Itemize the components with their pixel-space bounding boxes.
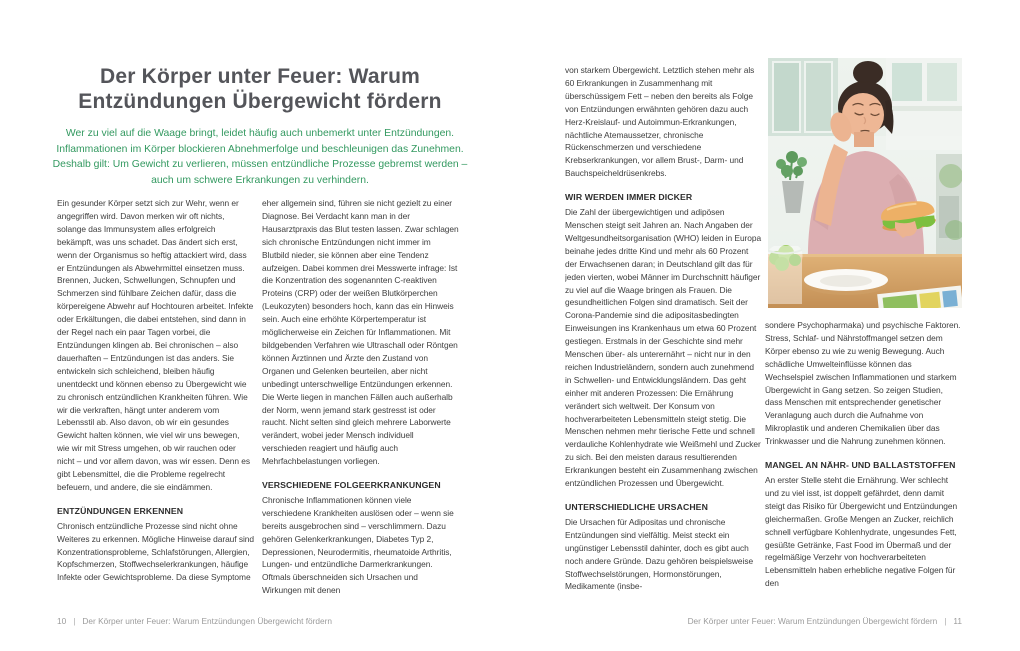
salad-bowl-icon <box>768 245 803 304</box>
left-page-column-2 <box>262 197 459 617</box>
body-paragraph: Die Ursachen für Adipositas und chronische Entzündungen sind vielfältig. Meist steckt ein ungünstiger Lebensstil dahinter, doch es gibt auch noch andere Gründe. Dazu gehören beispielsweise Stoffwechselstörungen, Hormonstörungen, Medikamente (insbe- <box>565 516 754 592</box>
body-paragraph: Ein gesunder Körper setzt sich zur Wehr, wenn er angegriffen wird. Davon merken wir oft nichts, solange das Immunsystem alles erfolgreich bekämpft, was uns schadet. Das ändert sich erst, wenn der Organismus so heftig attackiert wird, dass er Entzündungen als Abwehrmittel einsetzen muss. Brennen, Jucken, Schwellungen, Schnupfen und Schmerzen sind fühlbare Zeichen dafür, dass die körpereigene Abwehr auf Hochtouren arbeitet. Infekte oder Erkältungen, die dabei entstehen, sind dann in der Regel nach ein paar Tagen vorbei, die Entzündungen klingen ab. Bei chronischen – also dauerhaften – Entzündungen ist das anders. Sie entwickeln sich schleichend, bleiben häufig unentdeckt und können ebenso zu Übergewicht wie zu chronisch entzündlichen Krankheiten führen. Wie wir die verkraften, hängt unter anderem vom Lebensstil ab. Also davon, ob wir ein gesundes Gewicht halten können, wie viel wir uns bewegen, wie wir mit Stress umgehen, ob wir rauchen oder nicht – und vor allem davon, was wir essen. Denn es gibt Lebensmittel, die die Probleme regelrecht befeuern, und andere, die sie eindämmen. <box>57 198 254 492</box>
footer-running-title: Der Körper unter Feuer: Warum Entzündungen Übergewicht fördern <box>687 616 938 626</box>
left-page-column-1 <box>57 197 254 617</box>
body-paragraph: Chronische Inflammationen können viele verschiedene Krankheiten auslösen oder – wenn sie bereits ausgebrochen sind – verschlimmern. Dazu gehören Gelenkerkrankungen, Diabetes Typ 2, Depressionen, Neurodermitis, rheumatoide Arthritis, Lungen- und entzündliche Darmerkrankungen. Oftmals überschneiden sich Ursachen und Wirkungen mit denen <box>262 494 454 596</box>
body-paragraph: eher allgemein sind, führen sie nicht gezielt zu einer Diagnose. Bei Verdacht kann man in der Hausarztpraxis das Blut testen lassen. Zwar schlagen sich chronische Entzündungen nicht immer im Blutbild nieder, sie können aber eine Tendenz aufzeigen. Dabei kommen drei Messwerte infrage: Ist die Konzentration des sogenannten C-reaktiven Proteins (CRP) oder der weißen Blutkörperchen (Leukozyten) besonders hoch, kann das ein Hinweis sein. Auch eine erhöhte Körpertemperatur ist möglicherweise ein Zeichen für Inflammationen. Mit bildgebenden Verfahren wie Ultraschall oder Röntgen können Ärztinnen und Ärzte den Zustand von Organen und Gelenken beurteilen, aber nicht unbedingt unterschwellige Entzündungen erkennen. Die Werte liegen in manchen Fällen auch außerhalb der Norm, wenn jemand stark gestresst ist oder raucht. Nicht selten sind gleich mehrere Laborwerte verändert, wobei jeder Mensch individuell verschieden reagiert und häufig auch Mehrfachbelastungen vorliegen. <box>262 198 459 467</box>
section-heading-folgeerkrankungen: VERSCHIEDENE FOLGEERKRANKUNGEN <box>262 480 441 491</box>
page-number-right: 11 <box>953 616 962 626</box>
body-paragraph: sondere Psychopharmaka) und psychische Faktoren. Stress, Schlaf- und Nährstoffmangel setzen dem Körper ebenso zu wie zu wenig Bewegung. Auch schädliche Umwelteinflüsse können das Wechselspiel zwischen Inflammationen und starkem Übergewicht in Gang setzen. So zeigen Studien, dass Menschen mit entsprechender genetischer Veranlagung auch durch die Aufnahme von Mikroplastik und anderen Chemikalien über das Trinkwasser und die Nahrung zunehmen können. <box>765 320 961 447</box>
footer-separator: | <box>944 616 947 626</box>
article-title-line1: Der Körper unter Feuer: Warum <box>99 65 421 89</box>
section-heading-mangel: MANGEL AN NÄHR- UND BALLASTSTOFFEN <box>765 460 956 471</box>
page-number-left: 10 <box>57 616 67 626</box>
section-heading-immer-dicker: WIR WERDEN IMMER DICKER <box>565 192 693 203</box>
body-paragraph: Die Zahl der übergewichtigen und adipösen Menschen steigt seit Jahren an. Nach Angaben der Weltgesundheitsorganisation (WHO) leiden in Europa beinahe jedes dritte Kind und mehr als 60 Prozent der Erwachsenen daran; in Deutschland gilt das für jeden vierten, wobei Männer im Durchschnitt häufiger zu viel auf die Waage bringen als Frauen. Die gesundheitlichen Folgen sind dramatisch. Seit der Corona-Pandemie sind die adipositasbedingten Einweisungen ins Krankenhaus um etwa 60 Prozent gestiegen. Erstmals in der Geschichte sind mehr Menschen über- als unterernährt – nicht nur in den reichen Industrieländern, sondern auch zunehmend in Schwellen- und Entwicklungsländern. Das geht einher mit anderen Prozessen: Die Ernährung verändert sich weltweit. Der Konsum von hochverarbeiteten Lebensmitteln steigt stetig. Die Menschen nehmen mehr tierische Fette und schnell verdauliche Kohlenhydrate wie Weißmehl und Zucker zu sich. Bei den meisten daraus resultierenden Erkrankungen besteht ein Zusammenhang zwischen entzündlichen Prozessen und Übergewicht. <box>565 207 762 489</box>
woman-with-burger-photo <box>768 58 962 308</box>
footer-separator: | <box>73 616 76 626</box>
right-page-column-2 <box>765 319 962 617</box>
body-paragraph: Chronisch entzündliche Prozesse sind nicht ohne Weiteres zu erkennen. Mögliche Hinweise darauf sind Konzentrationsprobleme, Schlafstörungen, Allergien, Kopfschmerzen, Stoffwechselerkrankungen, häufige Infekte oder Gewichtsprobleme. Da diese Symptome <box>57 520 254 583</box>
body-paragraph: von starkem Übergewicht. Letztlich stehen mehr als 60 Erkrankungen in Zusammenhang mit überschüssigem Fett – neben den bereits als Folge von Entzündungen erwähnten gehören dazu auch Herz-Kreislauf- und Autoimmun-Erkrankungen, nächtliche Atemaussetzer, chronische Rückenschmerzen und verschiedene Krebserkrankungen, vor allem Brust-, Darm- und Bauchspeicheldrüsenkrebs. <box>565 65 755 179</box>
footer-running-title: Der Körper unter Feuer: Warum Entzündungen Übergewicht fördern <box>82 616 333 626</box>
article-title-line2: Entzündungen Übergewicht fördern <box>78 90 442 114</box>
footer-right <box>688 616 962 626</box>
article-title <box>50 64 470 114</box>
plate-icon <box>804 269 888 295</box>
section-heading-ursachen: UNTERSCHIEDLICHE URSACHEN <box>565 502 708 512</box>
body-paragraph: An erster Stelle steht die Ernährung. Wer schlecht und zu viel isst, ist doppelt gefährdet, denn damit steigt das Risiko für Übergewicht und Entzündungen gleichermaßen. Große Mengen an Zucker, reichlich schnell verfügbare Kohlenhydrate, ungesundes Fett, gesüßte Getränke, Fast Food im Übermaß und der regelmäßige Verzehr von hochverarbeiteten Lebensmitteln haben erhebliche negative Folgen für den <box>765 474 958 589</box>
section-heading-entzuendungen-erkennen: ENTZÜNDUNGEN ERKENNEN <box>57 505 184 516</box>
photo-illustration <box>768 58 962 308</box>
right-page-column-1 <box>565 64 762 616</box>
footer-left <box>57 616 332 626</box>
article-intro: Wer zu viel auf die Waage bringt, leidet häufig auch unbemerkt unter Entzündungen. Inflammationen im Körper blockieren Abnehmerfolge und beschleunigen das Zunehmen. Deshalb gilt: Um Gewicht zu verlieren, müssen entzündliche Prozesse gebremst werden – auch um schwere Erkrankungen zu verhindern. <box>52 128 468 186</box>
